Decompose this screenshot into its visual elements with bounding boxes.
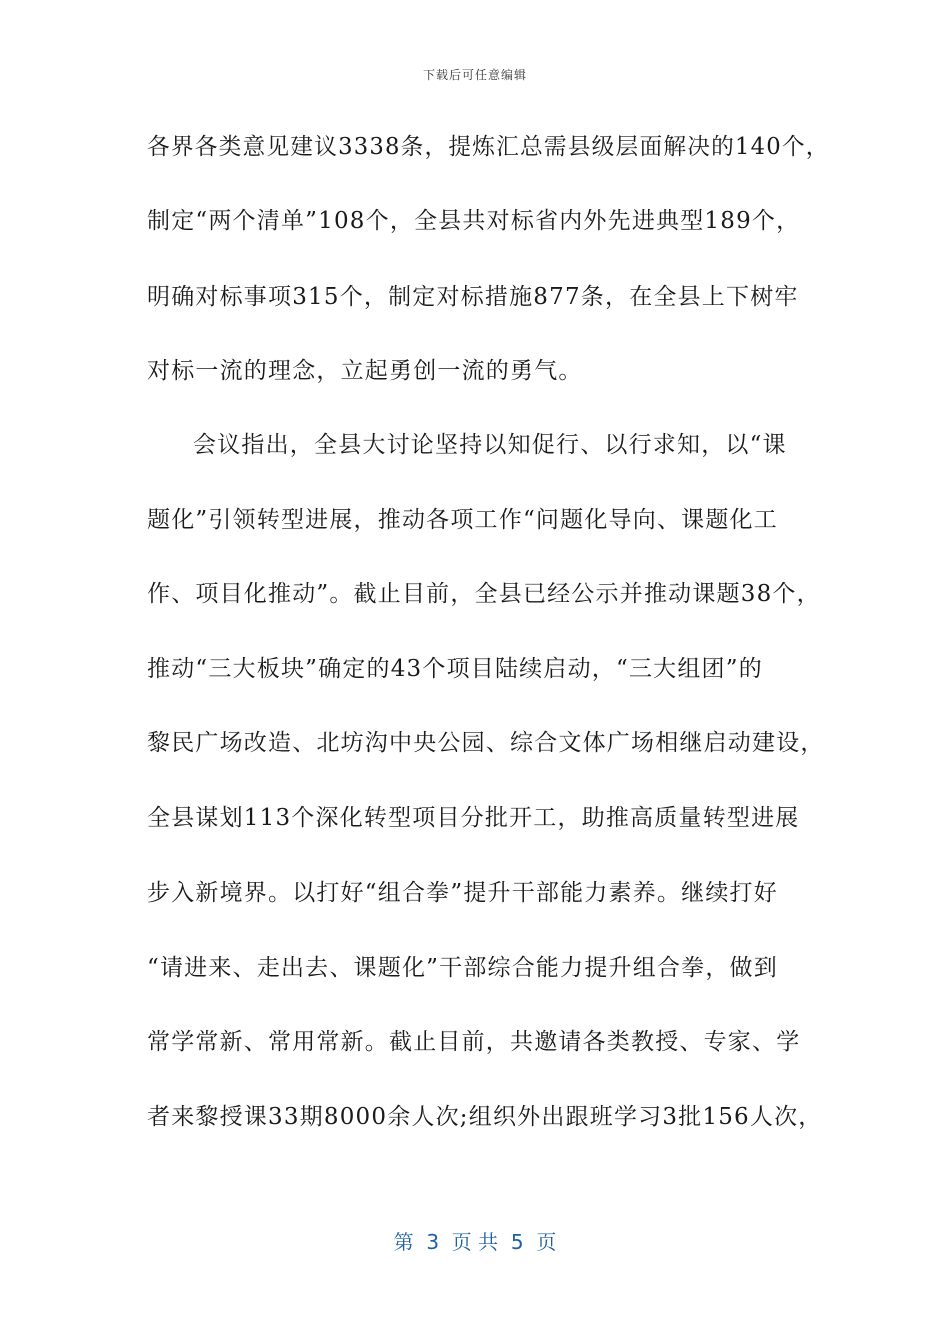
- body-line-13: 常学常新、常用常新。截止目前，共邀请各类教授、专家、学: [147, 1029, 801, 1055]
- body-line-5: 会议指出，全县大讨论坚持以知促行、以行求知，以“课: [193, 432, 787, 458]
- page-number-footer: 第 3 页 共 5 页: [393, 1230, 557, 1254]
- body-line-14: 者来黎授课33期8000余人次;组织外出跟班学习3批156人次，: [147, 1104, 823, 1130]
- body-line-8: 推动“三大板块”确定的43个项目陆续启动，“三大组团”的: [147, 656, 763, 682]
- body-line-2: 制定“两个清单”108个，全县共对标省内外先进典型189个，: [147, 208, 801, 234]
- body-line-11: 步入新境界。以打好“组合拳”提升干部能力素养。继续打好: [147, 880, 778, 906]
- body-line-12: “请进来、走出去、课题化”干部综合能力提升组合拳，做到: [147, 955, 778, 981]
- body-line-7: 作、项目化推动”。截止目前，全县已经公示并推动课题38个，: [147, 581, 821, 607]
- body-line-6: 题化”引领转型进展，推动各项工作“问题化导向、课题化工: [147, 507, 778, 533]
- body-line-9: 黎民广场改造、北坊沟中央公园、综合文体广场相继启动建设，: [147, 730, 825, 756]
- body-line-10: 全县谋划113个深化转型项目分批开工，助推高质量转型进展: [147, 805, 800, 831]
- body-line-1: 各界各类意见建议3338条，提炼汇总需县级层面解决的140个，: [147, 134, 830, 160]
- body-line-3: 明确对标事项315个，制定对标措施877条，在全县上下树牢: [147, 284, 799, 310]
- body-line-4: 对标一流的理念，立起勇创一流的勇气。: [147, 358, 583, 384]
- header-note: 下载后可任意编辑: [422, 68, 527, 82]
